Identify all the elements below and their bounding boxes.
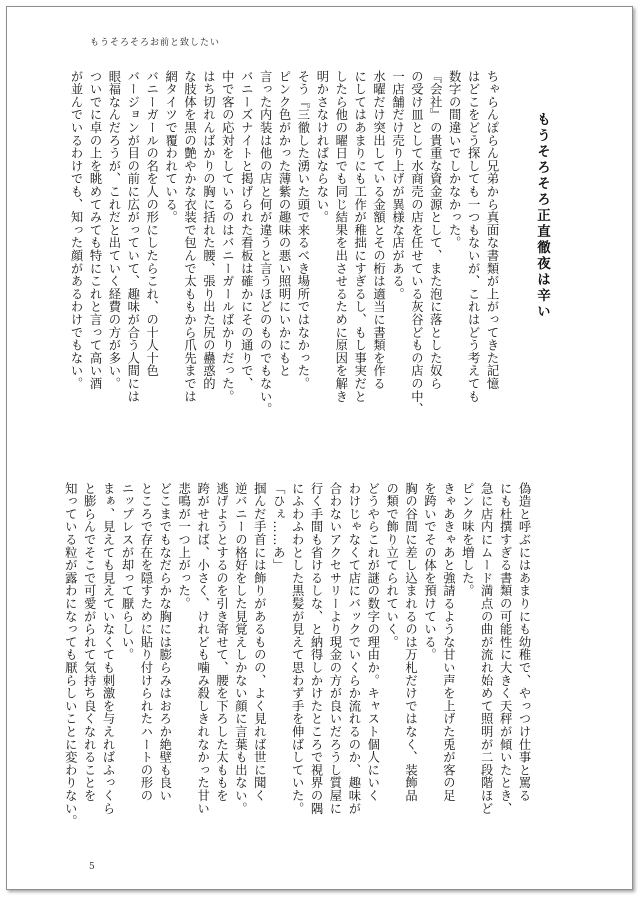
text-line: したら他の曜日でも同じ結果を出させるために原因を解き: [333, 70, 348, 403]
text-line: 知っている粒が露わになっても厭らしいことに変わりない。: [63, 482, 78, 828]
page-number: 5: [89, 862, 95, 872]
text-line: の受け皿として水商売の店を任せている灰谷どもの店の中、: [409, 70, 424, 416]
chapter-title: もうそろそろ正直徹夜は辛い: [534, 112, 550, 320]
text-line: そう『三徹した湧いた頭で来るべき場所ではなかった。: [295, 70, 310, 390]
text-line: 偽造と呼ぶにはあまりにも幼稚で、やっつけ仕事と罵る: [517, 482, 531, 802]
text-line: どうやらこれが謎の数字の理由か。キャスト個人にいく: [365, 482, 380, 802]
running-header: もうそろそろお前と致したい: [90, 38, 221, 48]
text-line: まぁ、見えても見えていなくても刺激を与えればふっくら: [101, 482, 116, 815]
text-line: 急に店内にムード満点の曲が流れ始めて照明が二段階ほど: [479, 482, 494, 815]
text-line: バージョンが目の前に広がっていて、趣味が合う人間には: [125, 70, 140, 403]
text-line: 跨がせれば、小さく、けれども噛み殺しきれなかった甘い: [195, 482, 210, 815]
text-line: 逃げようとするのを引き寄せて、腰を下ろした太ももを: [214, 482, 229, 802]
text-line: にも杜撰すぎる書類の可能性に大きく天秤が傾いたとき、: [498, 482, 513, 815]
text-line: と膨らんでそこで可愛がられて気持ち良くなれることを: [82, 482, 97, 802]
text-line: 胸の谷間に差し込まれるのは万札だけではなく、装飾品: [403, 482, 418, 802]
text-line: ついでに卓の上を眺めてみても特にこれと言って高い酒: [87, 70, 102, 390]
text-line: 『会社』の貴重な資金源として、また泡に落とした奴ら: [428, 70, 443, 390]
text-line: はどこをどう探しても一つもないが、これはどう考えても: [466, 70, 481, 403]
text-line: ところで存在を隠すために貼り付けられたハートの形の: [138, 482, 153, 802]
text-line: わけじゃなくて店にバックでいくらか流れるのか、趣味が: [346, 482, 361, 815]
text-line: ピンク味を増した。: [460, 482, 475, 598]
text-line: を跨いでその体を預けている。: [422, 482, 437, 662]
text-line: 眼福なんだろうが、これだと出ていく経費の方が多い。: [106, 70, 121, 390]
text-line: ピンク色がかった薄紫の趣味の悪い照明にいかにもと: [277, 70, 292, 378]
text-line: 合わないアクセサリーより現金の方が良いだろうし質屋に: [327, 482, 342, 815]
text-line: ちゃらんぽらん兄弟から真面な書類が上がってきた記憶: [485, 70, 499, 390]
text-line: きゃあきゃあと強請るような甘い声を上げた兎が客の足: [441, 482, 456, 802]
text-line: 明かさなければならない。: [314, 70, 329, 224]
text-line: 逆バニーの格好をした見覚えしかない顔に言葉も出ない。: [233, 482, 248, 815]
text-line: 悲鳴が一つ上がった。: [176, 482, 191, 610]
text-line: どこまでもなだらかな胸には膨らみはおろか絶壁も良い: [157, 482, 172, 802]
text-block-bottom: [60, 482, 533, 828]
text-line: な肢体を黒の艶やかな衣装で包んで太ももから爪先までは: [182, 70, 197, 403]
text-line: 掴んだ手首には飾りがあるものの、よく見れば世に聞く: [252, 482, 267, 802]
text-line: バニーズナイトと掲げられた看板は確かにその通りで、: [239, 70, 254, 390]
text-line: 網タイツで覆われている。: [163, 70, 178, 224]
text-line: 数字の間違いでしかなかった。: [447, 70, 462, 250]
text-line: の類で飾り立てられていく。: [384, 482, 399, 649]
text-line: 中で客の応対をしているのはバニーガールばかりだった。: [220, 70, 235, 403]
text-line: にふわふわとした黒髪が見えて思わず手を伸ばしていた。: [290, 482, 305, 815]
text-line: はち切れんばかりの胸に括れた腰、張り出た尻の蠱惑的: [201, 70, 216, 390]
text-line: ニップレスが却って厭らしい。: [119, 482, 134, 662]
text-block-top: [66, 70, 501, 416]
text-line: 水曜だけ突出している金額とその桁は適当に書類を作る: [371, 70, 386, 390]
text-line: バニーガールの名を人の形にしたらこれ、の十人十色: [144, 70, 159, 378]
text-line: が並んでいるわけでも、知った顔があるわけでもない。: [69, 70, 84, 390]
text-line: にしてはあまりにも工作が稚拙にすぎるし、もし事実だと: [352, 70, 367, 403]
text-line: 「ひぇ……あ」: [271, 482, 286, 572]
text-line: 言った内装は他の店と何が違うと言うほどのものでもない。: [258, 70, 273, 416]
text-line: 一店舗だけ売り上げが異様な店がある。: [390, 70, 405, 301]
text-line: 行く手間も省けるしな、と納得しかけたところで視界の隅: [309, 482, 324, 815]
